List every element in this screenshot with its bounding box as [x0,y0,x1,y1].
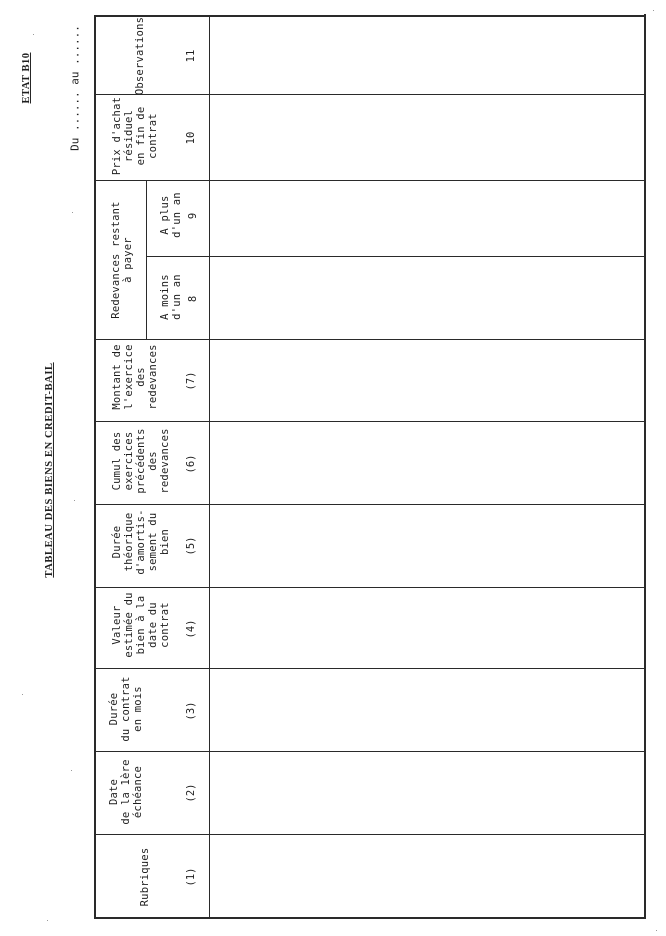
col-sep-4 [94,421,645,422]
header-redevances-restant: Redevances restant à payer [109,201,134,319]
table-border-top [94,15,646,17]
scan-speck [72,212,73,213]
header-duree-amortissement-number: (5) [184,536,197,556]
header-cumul-exercices: Cumul des exercices précédents des redevances [110,428,172,494]
header-duree-contrat-number: (3) [184,701,197,721]
scan-speck [22,694,23,695]
subheader-moins-un-an: A moins d'un an [158,274,183,320]
table-border-bottom [94,917,646,919]
header-date-premiere-echeance: Date de la 1ère échéance [107,759,145,825]
header-rubriques: Rubriques [138,847,151,907]
scan-speck [74,500,75,501]
col-sep-6 [94,587,645,588]
subheader-plus-un-an-number: 9 [186,212,199,220]
col-sep-9 [94,834,645,835]
header-rubriques-number: (1) [184,867,197,887]
subheader-moins-un-an-number: 8 [186,295,199,303]
header-montant-exercice-number: (7) [184,371,197,391]
header-prix-achat-number: 10 [184,131,197,145]
header-duree-contrat: Durée du contrat en mois [107,676,145,742]
header-valeur-estimee: Valeur estimée du bien à la date du contrat [110,592,172,658]
header-duree-amortissement: Durée théorique d'amortis- sement du bien [110,509,172,575]
scan-speck [656,930,657,931]
col-sep-8 [94,751,645,752]
header-montant-exercice: Montant de l'exercice des redevances [110,344,160,410]
subcol-sep [146,256,645,257]
header-separator [209,16,210,918]
subheader-plus-un-an: A plus d'un an [158,192,183,238]
header-observations-number: 11 [184,49,197,63]
subheader-separator [146,180,147,340]
scan-speck [47,920,48,921]
table-border-right [644,14,646,919]
scan-speck [33,34,34,35]
col-sep-2 [94,180,645,181]
col-sep-3 [94,339,645,340]
form-code: ETAT B10 [20,52,32,104]
col-sep-7 [94,668,645,669]
scan-speck [653,10,654,11]
table-border-left [94,16,96,919]
header-prix-achat-residuel: Prix d'achat résiduel en fin de contrat [110,96,160,176]
header-date-premiere-echeance-number: (2) [184,783,197,803]
col-sep-5 [94,504,645,505]
header-observations: Observations [133,16,146,96]
page-title: TABLEAU DES BIENS EN CREDIT-BAIL [43,362,55,578]
col-sep-1 [94,94,645,95]
header-valeur-estimee-number: (4) [184,619,197,639]
header-cumul-exercices-number: (6) [184,454,197,474]
scan-speck [71,770,72,771]
period-line: Du ...... au ...... [68,25,82,151]
